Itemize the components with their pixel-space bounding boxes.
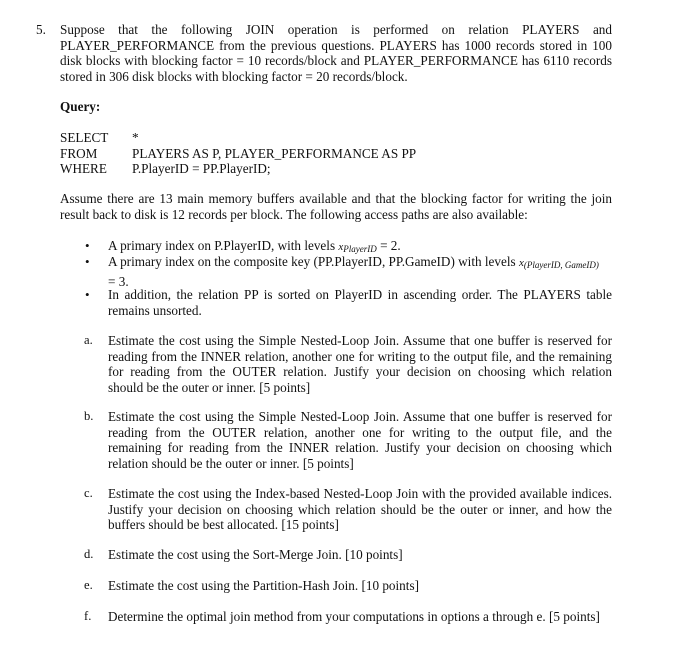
sql-value-select: * <box>132 130 139 145</box>
sql-keyword-from: FROM <box>60 146 98 161</box>
part-line: Estimate the cost using the Simple Nested-Loop Join. Assume that one buffer is reserved for <box>108 333 612 348</box>
bullet-text: A primary index on the composite key (PP.PlayerID, PP.GameID) with levels <box>108 254 519 269</box>
intro-line: Suppose that the following JOIN operation is performed on relation PLAYERS and <box>60 22 612 37</box>
part-line: relation should be the outer or inner. [5 points] <box>108 455 354 471</box>
question-number: 5. <box>36 22 46 37</box>
math-subscript: (PlayerID, GameID) <box>523 260 599 270</box>
sql-value-where: P.PlayerID = PP.PlayerID; <box>132 161 271 176</box>
assumptions-paragraph <box>60 191 612 222</box>
bullet-item-index-composite <box>108 254 612 289</box>
part-a-text <box>108 333 612 395</box>
part-line: Estimate the cost using the Partition-Hash Join. [10 points] <box>108 578 419 593</box>
part-letter-c: c. <box>84 486 93 500</box>
part-letter-a: a. <box>84 333 93 347</box>
part-e-text <box>108 578 612 594</box>
part-letter-d: d. <box>84 547 94 561</box>
part-b-text <box>108 409 612 471</box>
part-line: reading from the OUTER relation, another one for writing to the output file, and the <box>108 424 612 440</box>
math-var: x <box>518 257 524 269</box>
part-f-text <box>108 609 612 625</box>
part-line: Estimate the cost using the Simple Nested-Loop Join. Assume that one buffer is reserved for <box>108 409 612 424</box>
intro-line: PLAYER_PERFORMANCE from the previous questions. PLAYERS has 1000 records stored in 100 <box>60 37 612 53</box>
part-line: Justify your decision on choosing which relation should be the outer or inner, and how the <box>108 501 612 517</box>
bullet-text: In addition, the relation PP is sorted on PlayerID in ascending order. The PLAYERS table <box>108 287 612 302</box>
part-line: for reading from the OUTER relation. Justify your decision on choosing which relation <box>108 364 612 380</box>
sql-keyword-select: SELECT <box>60 130 109 145</box>
part-letter-b: b. <box>84 409 94 423</box>
part-d-text <box>108 547 612 563</box>
bullet-tail: = 2. <box>376 238 401 253</box>
bullet-glyph: • <box>85 238 90 253</box>
part-line: reading from the INNER relation, another one for writing to the output file, and the remaining <box>108 348 612 364</box>
part-line: Determine the optimal join method from your computations in options a through e. [5 points] <box>108 609 600 624</box>
math-subscript: PlayerID <box>343 244 377 254</box>
part-c-text <box>108 486 612 533</box>
math-var: x <box>338 241 344 253</box>
bullet-text: A primary index on P.PlayerID, with levels <box>108 238 339 253</box>
assume-line: Assume there are 13 main memory buffers available and that the blocking factor for writing the join <box>60 191 612 206</box>
bullet-item-sorted <box>108 287 612 318</box>
sql-keyword-where: WHERE <box>60 161 107 176</box>
bullet-text: remains unsorted. <box>108 302 202 318</box>
part-line: remaining for reading from the INNER relation. Justify your decision on choosing which <box>108 440 612 456</box>
part-letter-f: f. <box>84 609 92 623</box>
intro-line: disk blocks with blocking factor = 10 records/block and PLAYER_PERFORMANCE has 6110 records <box>60 53 612 69</box>
part-line: Estimate the cost using the Sort-Merge Join. [10 points] <box>108 547 403 562</box>
question-intro <box>60 22 612 84</box>
sql-value-from: PLAYERS AS P, PLAYER_PERFORMANCE AS PP <box>132 146 417 161</box>
part-line: Estimate the cost using the Index-based Nested-Loop Join with the provided available indices. <box>108 486 612 501</box>
part-line: should be the outer or inner. [5 points] <box>108 379 311 395</box>
intro-line: stored in 306 disk blocks with blocking factor = 20 records/block. <box>60 68 408 84</box>
assume-line: result back to disk is 12 records per block. The following access paths are also available: <box>60 206 528 222</box>
bullet-glyph: • <box>85 254 90 269</box>
part-line: buffers should be best allocated. [15 points] <box>108 517 339 533</box>
part-letter-e: e. <box>84 578 93 592</box>
bullet-tail: = 3. <box>108 273 129 289</box>
query-label: Query: <box>60 99 101 114</box>
bullet-glyph: • <box>85 287 90 302</box>
